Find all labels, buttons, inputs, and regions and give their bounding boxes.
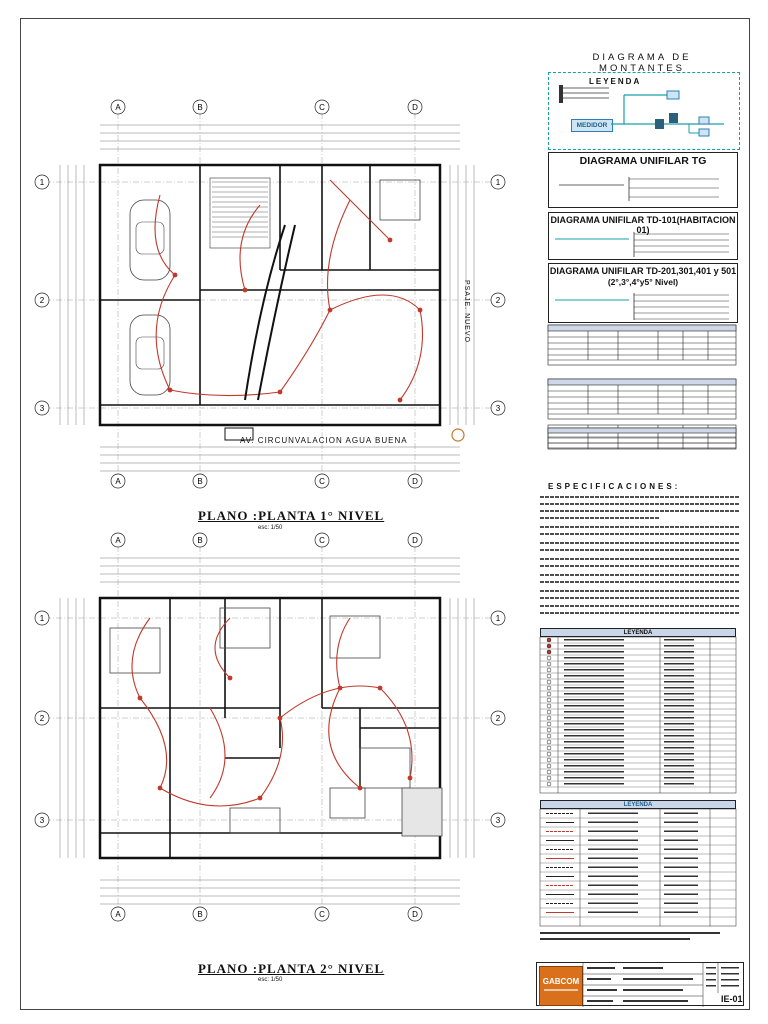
circuit-wire bbox=[280, 686, 380, 718]
kitchen-counter-icon bbox=[230, 808, 280, 833]
unifilar-td201-diagram bbox=[549, 290, 739, 322]
legend-symbol-icon bbox=[547, 662, 551, 666]
grid-bubble-label: A bbox=[115, 910, 121, 919]
light-point-icon bbox=[378, 686, 383, 691]
unifilar-td201-panel bbox=[548, 263, 738, 323]
spec-text-line bbox=[540, 605, 740, 607]
legend-symbols-title: LEYENDA bbox=[540, 628, 736, 637]
grid-bubble-label: B bbox=[197, 910, 203, 919]
unifilar-td201-title: DIAGRAMA UNIFILAR TD-201,301,401 y 501 bbox=[549, 266, 737, 276]
spec-text-line bbox=[540, 517, 660, 519]
load-table-3 bbox=[548, 428, 738, 450]
circuit-wire bbox=[156, 275, 175, 390]
plan2-title: PLANO :PLANTA 2° NIVEL bbox=[198, 961, 385, 976]
circuit-wire bbox=[328, 200, 351, 310]
spec-text-line bbox=[540, 533, 740, 535]
circuit-wire bbox=[155, 195, 175, 275]
legend-symbol-icon bbox=[547, 644, 551, 648]
legend-symbol-icon bbox=[547, 782, 551, 786]
north-arrow-icon bbox=[452, 429, 464, 441]
specifications-title: ESPECIFICACIONES: bbox=[548, 482, 681, 491]
grid-bubble-label: 1 bbox=[39, 178, 45, 187]
legend-symbol-icon bbox=[547, 650, 551, 654]
plan1-scale: esc: 1/50 bbox=[258, 525, 283, 531]
diagram-title: DIAGRAMA DE MONTANTES bbox=[592, 52, 692, 74]
unifilar-td201-subtitle: (2°,3°,4°y5° Nivel) bbox=[607, 277, 679, 287]
legend-symbol-icon bbox=[547, 734, 551, 738]
circuit-wire bbox=[400, 310, 423, 400]
grid-bubble-label: 3 bbox=[39, 404, 45, 413]
grid-bubble-label: 3 bbox=[495, 816, 501, 825]
spec-text-line bbox=[540, 503, 740, 505]
light-point-icon bbox=[228, 676, 233, 681]
grid-bubble-label: 1 bbox=[495, 178, 501, 187]
grid-bubble-label: 1 bbox=[495, 614, 501, 623]
street-side-label: PSAJE. NUEVO bbox=[463, 280, 470, 343]
legend-symbols-table bbox=[540, 637, 736, 794]
legend-symbol-icon bbox=[547, 638, 551, 642]
montantes-legend-label: LEYENDA bbox=[589, 77, 642, 86]
legend-symbol-icon bbox=[547, 716, 551, 720]
floor-plan-2 bbox=[30, 536, 540, 958]
title-block bbox=[536, 962, 744, 1006]
legend-symbol-icon bbox=[547, 668, 551, 672]
legend-symbol-icon bbox=[547, 692, 551, 696]
bed-icon bbox=[380, 180, 420, 220]
legend-symbol-icon bbox=[547, 728, 551, 732]
grid-bubble-label: C bbox=[319, 910, 325, 919]
legend-symbol-icon bbox=[547, 776, 551, 780]
grid-bubble-label: 2 bbox=[39, 296, 45, 305]
legend-symbol-icon bbox=[547, 656, 551, 660]
legend-circuits-title: LEYENDA bbox=[540, 800, 736, 809]
legend-symbol-icon bbox=[547, 770, 551, 774]
light-point-icon bbox=[408, 776, 413, 781]
street-label: AV. CIRCUNVALACION AGUA BUENA bbox=[240, 436, 408, 445]
bed-icon bbox=[360, 748, 410, 788]
spec-text-line bbox=[540, 542, 740, 544]
meter-box: MEDIDOR bbox=[571, 119, 613, 132]
legend-symbol-icon bbox=[547, 746, 551, 750]
grid-bubble-label: D bbox=[412, 910, 418, 919]
circuit-wire bbox=[337, 618, 350, 688]
spec-text-line bbox=[540, 612, 740, 614]
legend-symbol-icon bbox=[547, 722, 551, 726]
circuit-wire bbox=[160, 788, 260, 806]
light-point-icon bbox=[358, 786, 363, 791]
grid-bubble-label: 2 bbox=[495, 296, 501, 305]
spec-text-line bbox=[540, 581, 740, 583]
light-point-icon bbox=[388, 238, 393, 243]
light-point-icon bbox=[418, 308, 423, 313]
spec-text-line bbox=[540, 496, 740, 498]
legend-symbol-icon bbox=[547, 764, 551, 768]
light-point-icon bbox=[138, 696, 143, 701]
sofa-icon bbox=[330, 788, 365, 818]
spec-text-line bbox=[540, 526, 740, 528]
grid-bubble-label: D bbox=[412, 103, 418, 112]
spec-text-line bbox=[540, 558, 740, 560]
legend-symbol-icon bbox=[547, 758, 551, 762]
light-point-icon bbox=[173, 273, 178, 278]
grid-bubble-label: 2 bbox=[495, 714, 501, 723]
logo-text: GABCOM bbox=[542, 977, 580, 986]
spec-text-line bbox=[540, 549, 740, 551]
legend-symbol-icon bbox=[547, 752, 551, 756]
legend-symbol-icon bbox=[547, 704, 551, 708]
unifilar-td101-title: DIAGRAMA UNIFILAR TD-101(HABITACION 01) bbox=[550, 215, 736, 235]
feeder-cable bbox=[245, 225, 285, 400]
circuit-wire bbox=[170, 390, 280, 396]
circuit-wire bbox=[329, 688, 360, 788]
light-point-icon bbox=[328, 308, 333, 313]
legend-symbol-icon bbox=[547, 710, 551, 714]
company-logo bbox=[539, 966, 583, 1006]
light-point-icon bbox=[158, 786, 163, 791]
circuit-wire bbox=[140, 698, 167, 788]
dining-table-icon bbox=[402, 788, 442, 836]
montantes-wiring bbox=[549, 73, 739, 149]
stair-block bbox=[210, 178, 270, 248]
grid-bubble-label: 3 bbox=[39, 816, 45, 825]
grid-bubble-label: A bbox=[115, 477, 121, 486]
legend-symbol-icon bbox=[547, 698, 551, 702]
circuit-wire bbox=[280, 310, 330, 392]
legend-symbol-icon bbox=[547, 674, 551, 678]
grid-bubble-label: 1 bbox=[39, 614, 45, 623]
light-point-icon bbox=[398, 398, 403, 403]
legend-symbol-icon bbox=[547, 680, 551, 684]
unifilar-td101-panel bbox=[548, 212, 738, 260]
grid-bubble-label: D bbox=[412, 477, 418, 486]
circuit-wire bbox=[210, 708, 225, 798]
montantes-diagram bbox=[548, 72, 740, 150]
grid-bubble-label: 3 bbox=[495, 404, 501, 413]
circuit-wire bbox=[380, 688, 412, 778]
spec-text-line bbox=[540, 510, 740, 512]
unifilar-td101-diagram bbox=[549, 229, 739, 259]
bed-icon bbox=[110, 628, 160, 673]
light-point-icon bbox=[258, 796, 263, 801]
grid-bubble-label: 2 bbox=[39, 714, 45, 723]
light-point-icon bbox=[278, 390, 283, 395]
light-point-icon bbox=[243, 288, 248, 293]
spec-text-line bbox=[540, 590, 740, 592]
spec-text-line bbox=[540, 597, 740, 599]
grid-bubble-label: C bbox=[319, 536, 325, 545]
plan2-scale: esc: 1/50 bbox=[258, 977, 283, 983]
spec-text-line bbox=[540, 565, 740, 567]
light-point-icon bbox=[338, 686, 343, 691]
grid-bubble-label: A bbox=[115, 536, 121, 545]
circuit-wire bbox=[132, 618, 150, 698]
light-point-icon bbox=[278, 716, 283, 721]
unifilar-tg-diagram bbox=[549, 171, 739, 207]
circuit-wire bbox=[330, 180, 390, 240]
unifilar-tg-panel bbox=[548, 152, 738, 208]
circuit-wire bbox=[330, 295, 420, 310]
legend-symbol-icon bbox=[547, 740, 551, 744]
sheet-number: IE-01 bbox=[721, 994, 743, 1004]
plan1-title: PLANO :PLANTA 1° NIVEL bbox=[198, 508, 385, 523]
legend-symbol-icon bbox=[547, 686, 551, 690]
light-point-icon bbox=[168, 388, 173, 393]
grid-bubble-label: C bbox=[319, 477, 325, 486]
legend-note bbox=[540, 932, 720, 934]
legend-note bbox=[540, 938, 690, 940]
grid-bubble-label: D bbox=[412, 536, 418, 545]
bed-icon bbox=[220, 608, 270, 648]
legend-circuits-table bbox=[540, 809, 736, 927]
grid-bubble-label: C bbox=[319, 103, 325, 112]
grid-bubble-label: B bbox=[197, 477, 203, 486]
unifilar-tg-title: DIAGRAMA UNIFILAR TG bbox=[579, 155, 707, 167]
spec-text-line bbox=[540, 574, 740, 576]
grid-bubble-label: B bbox=[197, 536, 203, 545]
grid-bubble-label: B bbox=[197, 103, 203, 112]
grid-bubble-label: A bbox=[115, 103, 121, 112]
